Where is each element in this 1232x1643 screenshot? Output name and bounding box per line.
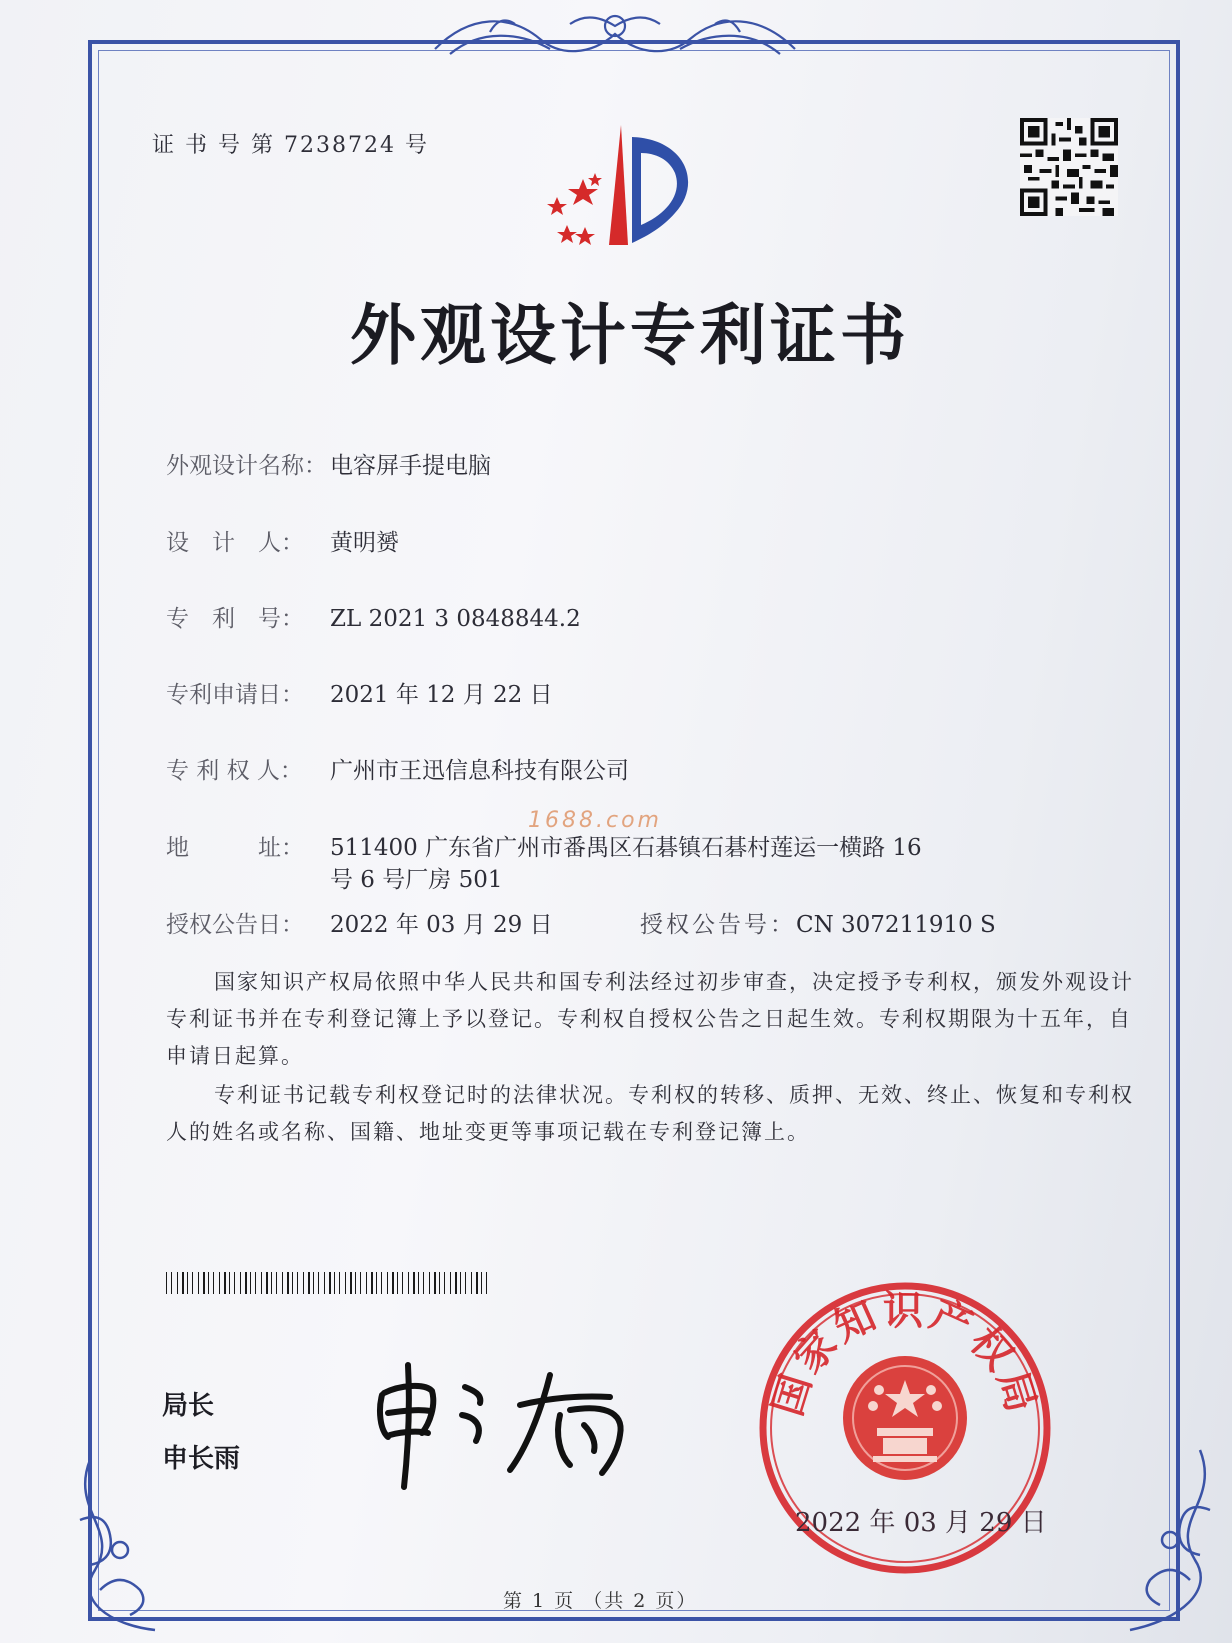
- director-signature: [370, 1355, 650, 1495]
- seal-date: 2022 年 03 月 29 日: [795, 1508, 1047, 1538]
- director-title: 局长: [162, 1391, 215, 1421]
- barcode: [166, 1272, 492, 1294]
- patent-office-logo-icon: [535, 125, 725, 270]
- patentee-row: [166, 752, 629, 785]
- patentee-value: 广州市王迅信息科技有限公司: [330, 758, 629, 784]
- patentee-label: 专 利 权 人：: [166, 758, 303, 784]
- page-footer: 第 1 页 （共 2 页）: [503, 1590, 698, 1612]
- qr-code-icon: [1020, 118, 1118, 216]
- patent-number-value: ZL 2021 3 0848844.2: [330, 606, 581, 632]
- designer-row: [166, 524, 399, 557]
- legal-paragraph-2: 专利证书记载专利权登记时的法律状况。专利权的转移、质押、无效、终止、恢复和专利权人的姓名或名称、国籍、地址变更等事项记载在专利登记簿上。: [166, 1083, 1134, 1144]
- designer-label: 设 计 人：: [166, 530, 304, 556]
- grant-publication-number-row: [640, 906, 996, 939]
- patent-number-row: [166, 600, 581, 633]
- designer-value: 黄明赟: [330, 530, 399, 556]
- address-value-line2: 号 6 号厂房 501: [330, 867, 503, 893]
- grant-publication-number-value: CN 307211910 S: [796, 912, 996, 938]
- watermark: 1688.com: [528, 808, 662, 833]
- address-row: [166, 829, 922, 862]
- certificate-number: 证 书 号 第 7238724 号: [152, 133, 429, 158]
- legal-paragraph-1: 国家知识产权局依照中华人民共和国专利法经过初步审查，决定授予专利权，颁发外观设计专利证书并在专利登记簿上予以登记。专利权自授权公告之日起生效。专利权期限为十五年，自申请日起算。: [166, 970, 1134, 1068]
- bottom-right-ornament: [1110, 1440, 1230, 1640]
- bottom-left-ornament: [60, 1450, 170, 1640]
- seal-text: 国家知识产权局: [764, 1288, 1046, 1422]
- certificate-title: 外观设计专利证书: [350, 297, 910, 374]
- grant-date-label: 授权公告日：: [166, 912, 304, 938]
- filing-date-label: 专利申请日：: [166, 682, 304, 708]
- patent-number-label: 专 利 号：: [166, 606, 304, 632]
- director-name: 申长雨: [162, 1444, 241, 1474]
- filing-date-row: [166, 676, 553, 709]
- design-name-value: 电容屏手提电脑: [330, 453, 491, 479]
- address-label: 地 址：: [166, 835, 304, 861]
- grant-publication-number-label: 授权公告号：: [640, 912, 796, 938]
- address-value-line1: 511400 广东省广州市番禺区石碁镇石碁村莲运一横路 16: [330, 835, 922, 861]
- design-name-label: 外观设计名称：: [166, 453, 327, 479]
- design-name-row: [166, 447, 491, 480]
- grant-date-value: 2022 年 03 月 29 日: [330, 912, 553, 938]
- top-ornament: [430, 4, 800, 66]
- filing-date-value: 2021 年 12 月 22 日: [330, 682, 553, 708]
- grant-date-row: [166, 906, 553, 939]
